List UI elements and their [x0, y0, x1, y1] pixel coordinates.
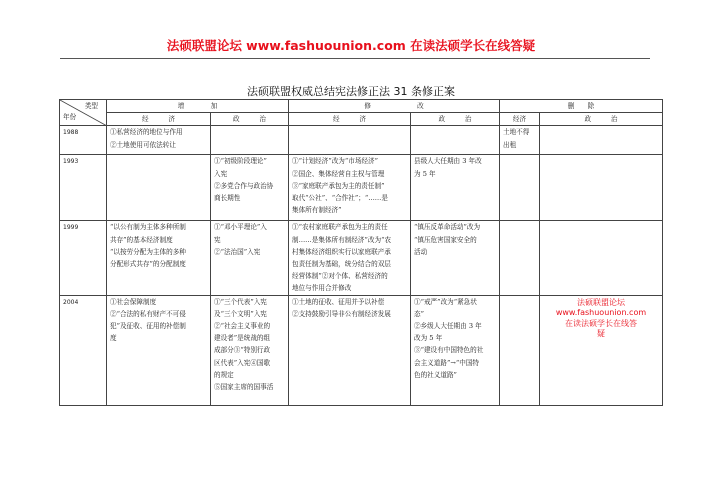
corner-type-label: 类型	[84, 102, 98, 110]
promo-line: 疑	[597, 329, 605, 339]
sub-header-mod-econ: 经 济	[289, 113, 411, 126]
cell-text-line: 为 5 年	[414, 169, 436, 178]
cell-text-line: 村集体经济组织实行以家庭联产承	[292, 247, 391, 256]
cell-text-line: ①私营经济的地位与作用	[110, 128, 183, 137]
cell-text-line: 宪	[214, 235, 221, 244]
cell-text-line: ②土地使用可依法转让	[110, 140, 176, 149]
cell-text-line: ②“社会主义事业的	[214, 322, 271, 331]
promo-line: 在读法硕学长在线答	[565, 318, 637, 328]
cell-del-econ	[500, 126, 540, 155]
amendment-table	[59, 99, 663, 406]
cell-text-line: 态”	[414, 309, 424, 318]
cell-text-line: “镇压危害国家安全的	[414, 235, 477, 244]
promo-line: 法硕联盟论坛	[577, 297, 625, 307]
cell-text-line: 度	[110, 334, 117, 343]
cell-text-line: ①社会保障制度	[110, 297, 157, 306]
cell-text-line: 入宪	[214, 169, 228, 178]
cell-text-line: 制……是集体所有制经济”改为“农	[292, 235, 392, 244]
cell-text-line: ②国企、集体经营自主权与管理	[292, 169, 385, 178]
sub-header-mod-pol: 政 治	[411, 113, 500, 126]
cell-del-pol	[540, 155, 663, 221]
table-row	[60, 295, 663, 405]
cell-text-line: ①“初级阶段理论”	[214, 157, 267, 166]
cell-text-line: ②乡级人大任期由 3 年	[414, 322, 482, 331]
sub-header-del-pol: 政 治	[540, 113, 663, 126]
cell-add-pol	[211, 155, 289, 221]
cell-add-econ	[107, 155, 211, 221]
cell-mod-econ	[289, 126, 411, 155]
cell-text-line: ①土地的征收、征用并予以补偿	[292, 297, 385, 306]
cell-mod-pol	[411, 295, 500, 405]
corner-year-label: 年份	[63, 113, 77, 121]
cell-mod-pol	[411, 221, 500, 295]
cell-text-line: ②支持鼓励引导非公有制经济发展	[292, 309, 391, 318]
cell-text-line: 商长期性	[214, 194, 241, 203]
cell-text-line: 经营体制”②对个体、私营经济的	[292, 272, 388, 281]
corner-header-cell	[60, 100, 107, 126]
cell-text-line: 取代“公社”、“合作社”；“……是	[292, 194, 388, 203]
cell-mod-pol	[411, 126, 500, 155]
cell-text-line: 分配形式共存”的分配制度	[110, 260, 186, 269]
cell-del-econ	[500, 295, 540, 405]
cell-text-line: 地位与作用合并修改	[292, 284, 352, 293]
sub-header-add-pol: 政 治	[211, 113, 289, 126]
group-header-delete: 删 除	[500, 100, 663, 113]
table-row	[60, 126, 663, 155]
cell-text-line: ②“合法的私有财产不可侵	[110, 309, 186, 318]
group-header-add: 增 加	[107, 100, 289, 113]
cell-text-line: 活动	[414, 247, 428, 256]
cell-add-pol	[211, 126, 289, 155]
header-divider	[60, 58, 650, 59]
cell-text-line: 出租	[503, 140, 517, 149]
cell-mod-econ	[289, 155, 411, 221]
table-row	[60, 155, 663, 221]
cell-text-line: ⑤国家主席的国事活	[214, 383, 274, 392]
header-row-groups	[60, 100, 663, 113]
cell-text-line: 共存”的基本经济制度	[110, 235, 173, 244]
cell-text-line: 的规定	[214, 370, 234, 379]
cell-text-line: 成部分③“特别行政	[214, 346, 271, 355]
cell-add-pol	[211, 221, 289, 295]
year-cell: 1988	[60, 126, 107, 155]
cell-text-line: ①“戒严”改为“紧急状	[414, 297, 477, 306]
cell-text-line: ②多党合作与政治协	[214, 181, 274, 190]
cell-text-line: 县级人大任期由 3 年改	[414, 157, 482, 166]
cell-text-line: 改为 5 年	[414, 334, 443, 343]
cell-del-econ	[500, 155, 540, 221]
cell-text-line: “以公有制为主体多种所制	[110, 223, 186, 232]
cell-text-line: 犯”及征收、征用的补偿制	[110, 322, 186, 331]
cell-text-line: ③“建设有中国特色的社	[414, 346, 484, 355]
cell-add-econ	[107, 126, 211, 155]
cell-text-line: 包责任制为基础，统分结合的双层	[292, 260, 391, 269]
cell-add-econ	[107, 221, 211, 295]
promo-line: www.fashuounion.com	[555, 308, 647, 318]
cell-text-line: 土地不得	[503, 128, 530, 137]
year-cell: 1999	[60, 221, 107, 295]
promo-block	[540, 295, 663, 405]
group-header-modify: 修 改	[289, 100, 500, 113]
cell-text-line: 集体所有制经济”	[292, 206, 342, 215]
cell-del-econ	[500, 221, 540, 295]
cell-del-pol	[540, 126, 663, 155]
table-row	[60, 221, 663, 295]
cell-mod-econ	[289, 295, 411, 405]
cell-text-line: ①“三个代表”入宪	[214, 297, 267, 306]
document-title: 法硕联盟权威总结宪法修正法 31 条修正案	[247, 85, 455, 98]
year-cell: 1993	[60, 155, 107, 221]
cell-add-econ	[107, 295, 211, 405]
cell-text-line: 会主义道路”→“中国特	[414, 358, 480, 367]
cell-text-line: ①“计划经济”改为“市场经济”	[292, 157, 379, 166]
cell-add-pol	[211, 295, 289, 405]
sub-header-add-econ: 经 济	[107, 113, 211, 126]
cell-text-line: ①“农村家庭联产承包为主的责任	[292, 223, 388, 232]
cell-text-line: 及“三个文明”入宪	[214, 309, 267, 318]
sub-header-del-econ: 经济	[500, 113, 540, 126]
cell-text-line: “镇压反革命活动”改为	[414, 223, 481, 232]
cell-mod-econ	[289, 221, 411, 295]
cell-text-line: 建设者”是统战的组	[214, 334, 271, 343]
cell-text-line: 区代表”入宪④国歌	[214, 358, 271, 367]
year-cell: 2004	[60, 295, 107, 405]
cell-text-line: ①“邓小平理论”入	[214, 223, 267, 232]
header-banner: 法硕联盟论坛 www.fashuounion.com 在读法硕学长在线答疑	[166, 38, 536, 53]
cell-text-line: “以按劳分配为主体的多种	[110, 247, 186, 256]
cell-del-pol	[540, 221, 663, 295]
cell-text-line: ③“家庭联产承包为主的责任制”	[292, 181, 385, 190]
cell-mod-pol	[411, 155, 500, 221]
cell-text-line: 色的社义道路”	[414, 370, 457, 379]
cell-text-line: ②“法治国”入宪	[214, 247, 261, 256]
header-row-subgroups	[60, 113, 663, 126]
